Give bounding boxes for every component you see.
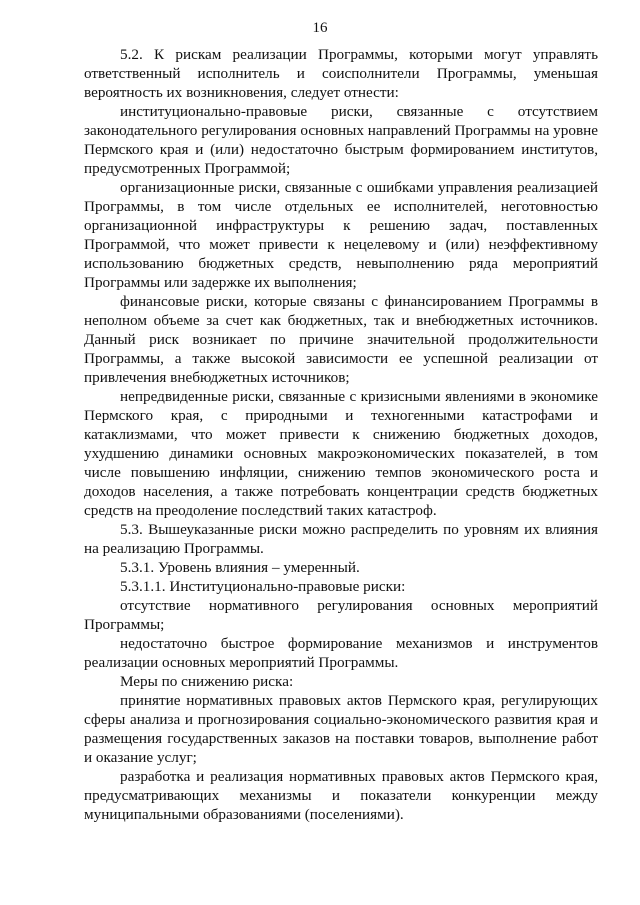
document-body <box>84 45 598 824</box>
paragraph-5-3-1: 5.3.1. Уровень влияния – умеренный. <box>120 559 360 576</box>
paragraph-mitigation-heading: Меры по снижению риска: <box>120 673 294 690</box>
paragraph-organizational-risks: организационные риски, связанные с ошибками управления реализацией Программы, в том числе отдельных ее исполнителей, неготовностью организационной инфраструктуры к решению задач, поставленных Программой, что может привести к нецелевому и (или) неэффективному использованию бюджетных средств, невыполнению ряда мероприятий Программы или задержке их выполнения; <box>84 179 598 291</box>
paragraph-unforeseen-risks: непредвиденные риски, связанные с кризисными явлениями в экономике Пермского края, с природными и техногенными катастрофами и катаклизмами, что может привести к снижению бюджетных доходов, ухудшению динамики основных макроэкономических показателей, в том числе повышению инфляции, снижению темпов экономического роста и доходов населения, а также потребовать концентрации средств бюджетных средств на преодоление последствий таких катастроф. <box>84 388 598 519</box>
paragraph-5-3-1-1: 5.3.1.1. Институционально-правовые риски: <box>120 578 406 595</box>
paragraph-5-2: 5.2. К рискам реализации Программы, которыми могут управлять ответственный исполнитель и соисполнители Программы, уменьшая вероятность их возникновения, следует отнести: <box>84 46 598 101</box>
paragraph-no-regulation: отсутствие нормативного регулирования основных мероприятий Программы; <box>84 597 598 633</box>
paragraph-develop-acts: разработка и реализация нормативных правовых актов Пермского края, предусматривающих механизмы и показатели конкуренции между муниципальными образованиями (поселениями). <box>84 768 598 823</box>
paragraph-adopt-acts: принятие нормативных правовых актов Пермского края, регулирующих сферы анализа и прогнозирования социально-экономического развития края и размещения государственных заказов на поставки товаров, выполнение работ и оказание услуг; <box>84 692 598 766</box>
paragraph-institutional-risks: институционально-правовые риски, связанные с отсутствием законодательного регулирования основных направлений Программы на уровне Пермского края и (или) недостаточно быстрым формированием институтов, предусмотренных Программой; <box>84 103 598 177</box>
paragraph-slow-formation: недостаточно быстрое формирование механизмов и инструментов реализации основных мероприятий Программы. <box>84 635 598 671</box>
paragraph-5-3: 5.3. Вышеуказанные риски можно распределить по уровням их влияния на реализацию Программы. <box>84 521 598 557</box>
paragraph-financial-risks: финансовые риски, которые связаны с финансированием Программы в неполном объеме за счет как бюджетных, так и внебюджетных источников. Данный риск возникает по причине значительной продолжительности Программы, а также высокой зависимости ее успешной реализации от привлечения внебюджетных источников; <box>84 293 598 386</box>
page-number: 16 <box>312 20 328 36</box>
